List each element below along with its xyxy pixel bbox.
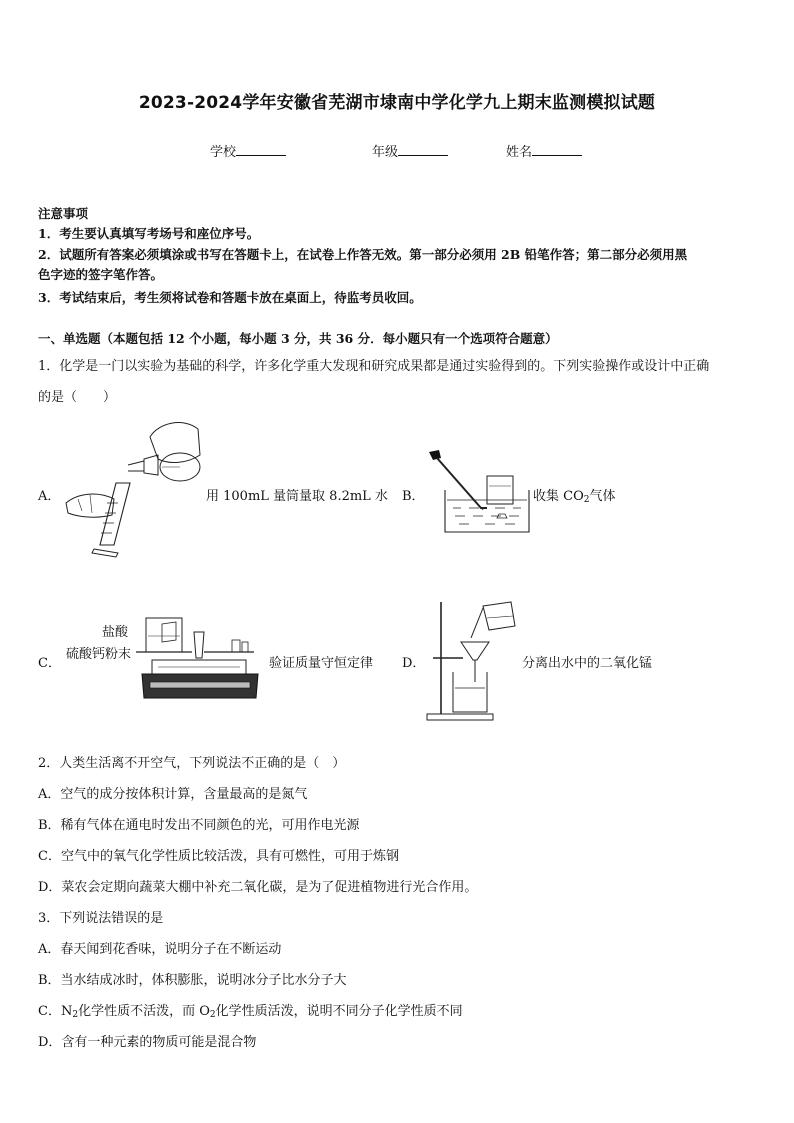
option-c-letter: C． xyxy=(38,656,61,671)
option-b-text-pre: 收集 CO xyxy=(533,489,584,504)
question-3-option-a: A．春天闻到花香味，说明分子在不断运动 xyxy=(38,942,282,957)
option-d-text: 分离出水中的二氧化锰 xyxy=(522,656,653,671)
question-2-stem: 2．人类生活离不开空气，下列说法不正确的是（ ） xyxy=(38,756,346,771)
question-2-option: A．空气的成分按体积计算，含量最高的是氮气 xyxy=(38,787,308,802)
section-heading: 一、单选题（本题包括 12 个小题，每小题 3 分，共 36 分．每小题只有一个选项符合题意） xyxy=(38,331,558,346)
name-field xyxy=(506,141,582,160)
balance-scale-illustration xyxy=(132,612,262,712)
q3c-sub1: 2 xyxy=(72,1010,79,1020)
option-c-label-calcium-sulfate: 硫酸钙粉末 xyxy=(66,647,132,662)
option-b-text-post: 气体 xyxy=(589,489,616,504)
name-label: 姓名 xyxy=(506,145,533,160)
grade-field xyxy=(372,141,448,160)
notice-item: 色字迹的签字笔作答。 xyxy=(38,267,164,282)
q3c-mid: 化学性质不活泼，而 O xyxy=(78,1004,210,1019)
question-1-stem: 1．化学是一门以实验为基础的科学，许多化学重大发现和研究成果都是通过实验得到的。下列实验操作或设计中正确 xyxy=(38,359,710,374)
question-2-option: D．菜农会定期向蔬菜大棚中补充二氧化碳，是为了促进植物进行光合作用。 xyxy=(38,880,478,895)
option-a-letter: A． xyxy=(38,489,61,504)
filtration-apparatus-illustration xyxy=(425,598,520,722)
question-3-option-b: B．当水结成冰时，体积膨胀，说明冰分子比水分子大 xyxy=(38,973,347,988)
grade-label: 年级 xyxy=(372,145,399,160)
question-1-stem-cont: 的是（ ） xyxy=(38,390,117,405)
question-3-stem: 3．下列说法错误的是 xyxy=(38,911,164,926)
name-blank xyxy=(532,143,582,156)
question-3-option-c xyxy=(38,1000,463,1020)
option-a-text: 用 100mL 量筒量取 8.2mL 水 xyxy=(206,489,388,504)
page-title: 2023-2024学年安徽省芜湖市埭南中学化学九上期末监测模拟试题 xyxy=(138,93,656,113)
q3c-pre: C．N xyxy=(38,1004,73,1019)
option-c-text: 验证质量守恒定律 xyxy=(269,656,374,671)
notice-heading: 注意事项 xyxy=(38,206,89,221)
notice-item: 3．考试结束后，考生须将试卷和答题卡放在桌面上，待监考员收回。 xyxy=(38,290,422,305)
q3c-post: 化学性质活泼，说明不同分子化学性质不同 xyxy=(215,1004,463,1019)
graduated-cylinder-pouring-illustration xyxy=(58,415,203,565)
option-b-subscript: 2 xyxy=(583,495,590,505)
question-3-option-d: D．含有一种元素的物质可能是混合物 xyxy=(38,1035,257,1050)
question-2-option: C．空气中的氧气化学性质比较活泼，具有可燃性，可用于炼钢 xyxy=(38,849,399,864)
option-d-letter: D． xyxy=(402,656,426,671)
grade-blank xyxy=(398,143,448,156)
question-2-option: B．稀有气体在通电时发出不同颜色的光，可用作电光源 xyxy=(38,818,360,833)
option-b-text xyxy=(533,485,616,505)
q3c-sub2: 2 xyxy=(209,1010,216,1020)
option-c-label-hydrochloric-acid: 盐酸 xyxy=(102,625,129,640)
notice-item: 1．考生要认真填写考场号和座位序号。 xyxy=(38,226,260,241)
option-b-letter: B． xyxy=(402,489,425,504)
school-label: 学校 xyxy=(210,145,237,160)
school-blank xyxy=(236,143,286,156)
gas-collection-trough-illustration xyxy=(425,448,535,540)
school-field xyxy=(210,141,286,160)
notice-item: 2．试题所有答案必须填涂或书写在答题卡上，在试卷上作答无效。第一部分必须用 2B 铅笔作答；第二部分必须用黑 xyxy=(38,247,688,262)
